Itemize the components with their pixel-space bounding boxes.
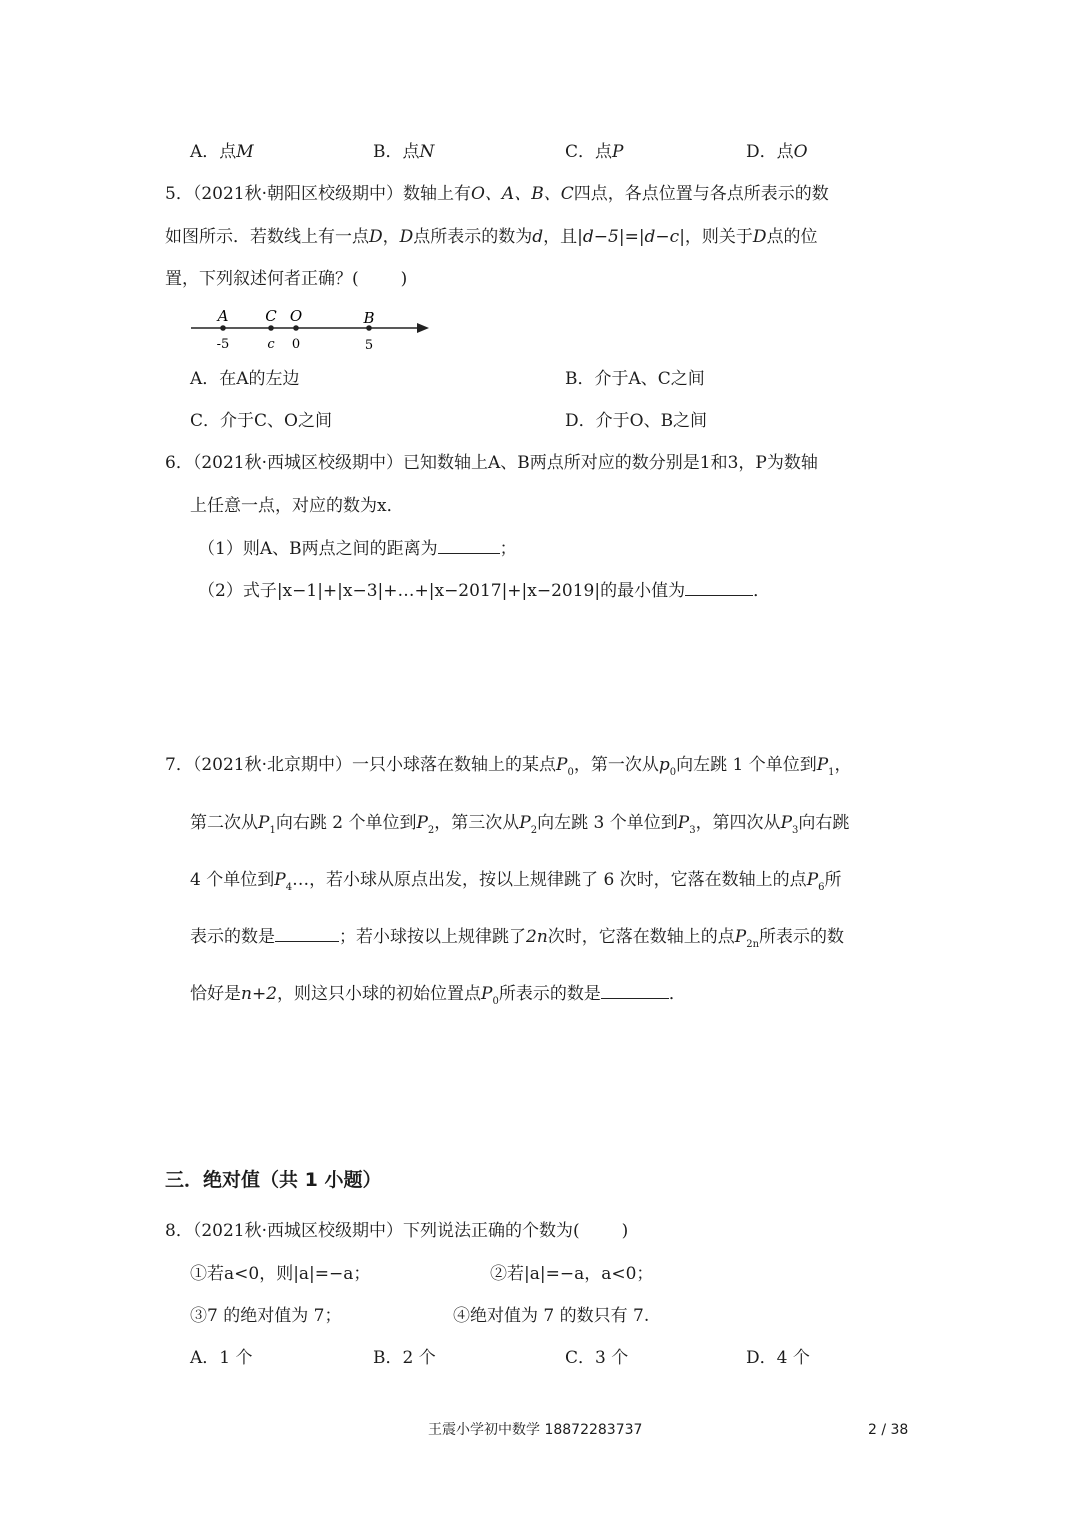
q5-line2 <box>165 226 818 248</box>
answer-blank <box>601 984 669 999</box>
q7-text: ，第一次从 <box>573 755 659 775</box>
q7-line3 <box>190 869 842 899</box>
q5-option-b: B．介于A、C之间 <box>565 369 705 389</box>
q7-subscript: 2 <box>530 825 538 836</box>
q5-expression: |d−5|=|d−c| <box>577 227 685 247</box>
q7-subscript: 4 <box>285 882 293 893</box>
q8-statement-text: 7 的绝对值为 7； <box>207 1306 342 1326</box>
q4-option-a <box>190 141 254 163</box>
section-heading: 三．绝对值（共 1 小题） <box>165 1169 382 1191</box>
q7-line1 <box>165 754 852 784</box>
q7-expression: n+2 <box>241 984 278 1004</box>
q7-text: 所 <box>824 870 842 890</box>
q8-option-d: D．4 个 <box>746 1348 810 1368</box>
q5-paren-end: ) <box>400 269 408 289</box>
q7-text: ， <box>834 755 852 775</box>
q7-var: P <box>780 813 793 833</box>
q7-subscript: 6 <box>818 882 825 893</box>
q5-text: 如图所示．若数线上有一点 <box>165 227 369 247</box>
point-o-label: O <box>289 307 303 325</box>
q8-line1 <box>165 1220 628 1242</box>
q7-subscript: 3 <box>689 825 696 836</box>
q6-line1 <box>165 452 818 474</box>
q8-circle-number: ③ <box>190 1306 207 1326</box>
q4-option-b-label: B．点 <box>373 142 420 162</box>
q7-subscript: 2 <box>427 825 435 836</box>
q8-statement-text: 若|a|=−a，a<0； <box>507 1264 654 1284</box>
q6-text: 已知数轴上A、B两点所对应的数分别是1和3，P为数轴 <box>403 453 818 473</box>
number-line-arrow <box>417 323 429 333</box>
q8-option-c: C．3 个 <box>565 1348 629 1368</box>
point-b-value: 5 <box>364 338 374 353</box>
q8-statement-2 <box>490 1263 653 1285</box>
point-c-dot <box>268 325 274 331</box>
q5-text: ，则关于 <box>684 227 753 247</box>
q7-text: 恰好是 <box>190 984 241 1004</box>
q7-var: P <box>416 813 428 833</box>
answer-blank <box>438 539 500 554</box>
point-a-dot <box>220 325 226 331</box>
q5-var: D <box>399 227 414 247</box>
q7-line4 <box>190 926 844 956</box>
q7-text: 所表示的数 <box>759 927 845 947</box>
q7-text: 4 个单位到 <box>190 870 275 890</box>
q7-text: ，第四次从 <box>695 813 781 833</box>
q7-text: 第二次从 <box>190 813 258 833</box>
q5-option-d: D．介于O、B之间 <box>565 411 708 431</box>
q5-text: 点所表示的数为 <box>413 227 533 247</box>
q4-option-b <box>373 141 434 163</box>
q7-subscript: 3 <box>792 825 799 836</box>
q7-text: 所表示的数是 <box>498 984 601 1004</box>
q6-number: 6． <box>165 453 193 473</box>
point-o-dot <box>293 325 299 331</box>
q5-text: 点的位 <box>766 227 818 247</box>
q8-number: 8． <box>165 1221 193 1241</box>
q8-paren-end: ) <box>621 1221 629 1241</box>
q7-text: 表示的数是 <box>190 927 275 947</box>
q8-option-b: B．2 个 <box>373 1348 436 1368</box>
q5-var: D <box>752 227 767 247</box>
footer-center: 王震小学初中数学 18872283737 <box>428 1422 643 1438</box>
q7-subscript: 0 <box>567 767 574 778</box>
q7-subscript: 1 <box>269 825 276 836</box>
q7-var: P <box>734 927 747 947</box>
q8-statement-text: 绝对值为 7 的数只有 7. <box>470 1306 650 1326</box>
q4-option-d-label: D．点 <box>746 142 794 162</box>
q7-number: 7． <box>165 755 193 775</box>
q7-text: 次时，它落在数轴上的点 <box>547 927 735 947</box>
q7-var: P <box>258 813 270 833</box>
q4-option-c-var: P <box>612 142 624 162</box>
q7-subscript: 0 <box>669 767 677 778</box>
q7-text: 向左跳 3 个单位到 <box>537 813 678 833</box>
q5-text: ，且 <box>543 227 578 247</box>
q7-var: P <box>677 813 690 833</box>
q7-source: （2021秋·北京期中） <box>192 755 352 775</box>
q5-var: D <box>369 227 383 247</box>
q8-text: 下列说法正确的个数为( <box>403 1221 580 1241</box>
q5-text: 四点，各点位置与各点所表示的数 <box>573 184 829 204</box>
q6-sub1-end: ； <box>499 539 517 559</box>
q6-sub1 <box>198 538 517 560</box>
q7-line5 <box>190 983 686 1013</box>
q7-var: P <box>274 870 286 890</box>
q7-var: P <box>519 813 531 833</box>
q7-var: P <box>806 870 819 890</box>
q7-var: 2n <box>526 927 548 947</box>
point-o-value: 0 <box>291 337 301 352</box>
q8-option-a: A．1 个 <box>190 1348 253 1368</box>
q7-text: ，则这只小球的初始位置点 <box>277 984 482 1004</box>
q7-text: 向右跳 2 个单位到 <box>275 813 417 833</box>
q7-text: ；若小球按以上规律跳了 <box>339 927 526 947</box>
q4-option-c-label: C．点 <box>565 142 613 162</box>
q5-number-line-figure <box>185 303 435 353</box>
q5-text: 数轴上有 <box>403 184 471 204</box>
q6-sub2-text: （2）式子|x−1|+|x−3|+…+|x−2017|+|x−2019|的最小值为 <box>198 581 686 601</box>
q8-circle-number: ④ <box>453 1306 470 1326</box>
q8-circle-number: ② <box>490 1264 507 1284</box>
q7-text: …，若小球从原点出发，按以上规律跳了 6 次时，它落在数轴上的点 <box>292 870 807 890</box>
q6-line2: 上任意一点，对应的数为x． <box>190 496 404 516</box>
point-a-value: -5 <box>216 337 230 352</box>
point-c-value: c <box>267 337 275 352</box>
q7-subscript: 2n <box>746 939 760 950</box>
q4-option-d-var: O <box>793 142 808 162</box>
q5-line1 <box>165 183 829 205</box>
q7-text: 一只小球落在数轴上的某点 <box>352 755 556 775</box>
page-number: 2 / 38 <box>868 1422 909 1438</box>
q8-source: （2021秋·西城区校级期中） <box>192 1221 403 1241</box>
q4-option-b-var: N <box>419 142 435 162</box>
q5-var: d <box>532 227 544 247</box>
q4-option-c <box>565 141 623 163</box>
q5-source: （2021秋·朝阳区校级期中） <box>192 184 403 204</box>
answer-blank <box>685 581 753 596</box>
point-c-label: C <box>265 307 277 325</box>
q7-line2 <box>190 812 849 842</box>
q8-statement-text: 若a<0，则|a|=−a； <box>207 1264 371 1284</box>
q5-number: 5． <box>165 184 193 204</box>
q4-option-d <box>746 141 808 163</box>
q8-statement-4 <box>453 1305 649 1327</box>
q8-statement-1 <box>190 1263 370 1285</box>
q4-option-a-label: A．点 <box>190 142 237 162</box>
q6-sub2 <box>198 580 770 602</box>
q6-source: （2021秋·西城区校级期中） <box>192 453 403 473</box>
q7-var: P <box>816 755 829 775</box>
q7-var: P <box>556 755 568 775</box>
q7-var: p <box>658 755 670 775</box>
q5-vars: O、A、B、C <box>471 184 574 204</box>
q5-text: 置，下列叙述何者正确？( <box>165 269 359 289</box>
point-b-label: B <box>363 309 375 327</box>
q4-option-a-var: M <box>236 142 254 162</box>
q5-line3 <box>165 268 407 290</box>
q6-sub1-text: （1）则A、B两点之间的距离为 <box>198 539 438 559</box>
q5-option-c: C．介于C、O之间 <box>190 411 332 431</box>
q7-subscript: 1 <box>828 767 835 778</box>
q7-text: 向右跳 <box>798 813 850 833</box>
q8-statement-3 <box>190 1305 341 1327</box>
q7-text: 向左跳 1 个单位到 <box>676 755 817 775</box>
point-a-label: A <box>217 307 229 325</box>
q7-var: P <box>481 984 493 1004</box>
q7-text: ． <box>668 984 686 1004</box>
q7-subscript: 0 <box>492 996 499 1007</box>
q5-option-a: A．在A的左边 <box>190 369 300 389</box>
q7-text: ，第三次从 <box>434 813 520 833</box>
q5-text: ， <box>382 227 400 247</box>
q8-circle-number: ① <box>190 1264 207 1284</box>
q6-sub2-end: ． <box>753 581 771 601</box>
answer-blank <box>275 927 339 942</box>
